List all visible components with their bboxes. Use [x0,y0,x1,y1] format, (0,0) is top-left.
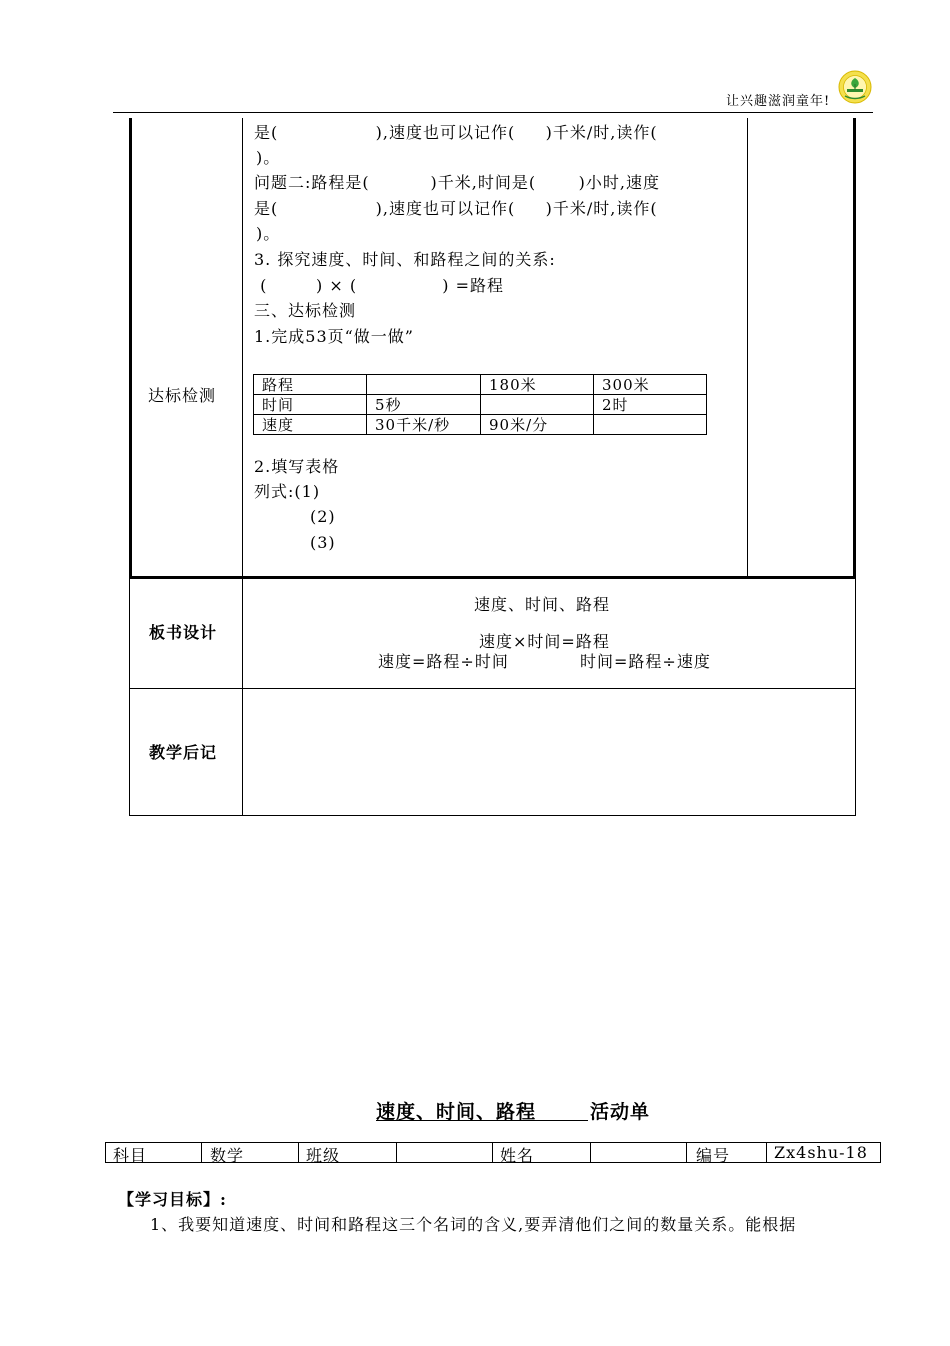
info-cell-subject-value: 数学 [210,1146,245,1165]
content-line-5: )。 [256,224,281,243]
table-cell: 2时 [602,396,629,414]
content-line-2: )。 [256,148,281,167]
info-cell-number-value: Zx4shu-18 [774,1143,868,1162]
school-logo-icon [838,70,872,104]
info-cell-subject-label: 科目 [113,1146,148,1165]
table-cell: 300米 [602,376,650,394]
content-line-12: (2) [310,507,336,526]
houji-label: 教学后记 [149,743,218,762]
content-line-13: (3) [310,533,336,552]
content-line-9: 1.完成53页“做一做” [254,327,414,346]
info-cell-name-label: 姓名 [500,1146,535,1165]
dabiao-label: 达标检测 [148,386,217,405]
banshu-line-2: 速度×时间=路程 [479,632,610,651]
banshu-line-3: 速度=路程÷时间 [378,652,509,671]
table-cell: 90米/分 [489,416,549,434]
content-line-6: 3. 探究速度、时间、和路程之间的关系: [254,250,556,269]
school-slogan: 让兴趣滋润童年! [726,94,831,109]
info-cell-class-label: 班级 [306,1146,341,1165]
banshu-label: 板书设计 [149,623,218,642]
banshu-line-1: 速度、时间、路程 [474,595,611,614]
content-line-10: 2.填写表格 [254,457,340,476]
table-cell: 速度 [262,416,295,434]
table-cell: 5秒 [375,396,402,414]
table-cell: 时间 [262,396,295,414]
content-line-1: 是( ),速度也可以记作( )千米/时,读作( [254,123,658,142]
goal-heading: 【学习目标】: [118,1190,227,1209]
table-cell: 180米 [489,376,537,394]
content-line-4: 是( ),速度也可以记作( )千米/时,读作( [254,199,658,218]
goal-item-1: 1、我要知道速度、时间和路程这三个名词的含义,要弄清他们之间的数量关系。能根据 [150,1215,797,1234]
table-cell: 路程 [262,376,295,394]
info-cell-number-label: 编号 [696,1146,731,1165]
header-rule [113,112,873,113]
table-cell: 30千米/秒 [375,416,451,434]
banshu-line-4: 时间=路程÷速度 [580,652,711,671]
content-line-3: 问题二:路程是( )千米,时间是( )小时,速度 [254,173,660,192]
content-line-8: 三、达标检测 [254,301,357,320]
activity-title: 速度、时间、路程 [376,1101,537,1123]
content-line-11: 列式:(1) [254,482,321,501]
activity-title-suffix: 活动单 [590,1101,651,1123]
content-line-7: ( ) × ( ) =路程 [254,276,505,295]
title-underline [376,1120,588,1121]
